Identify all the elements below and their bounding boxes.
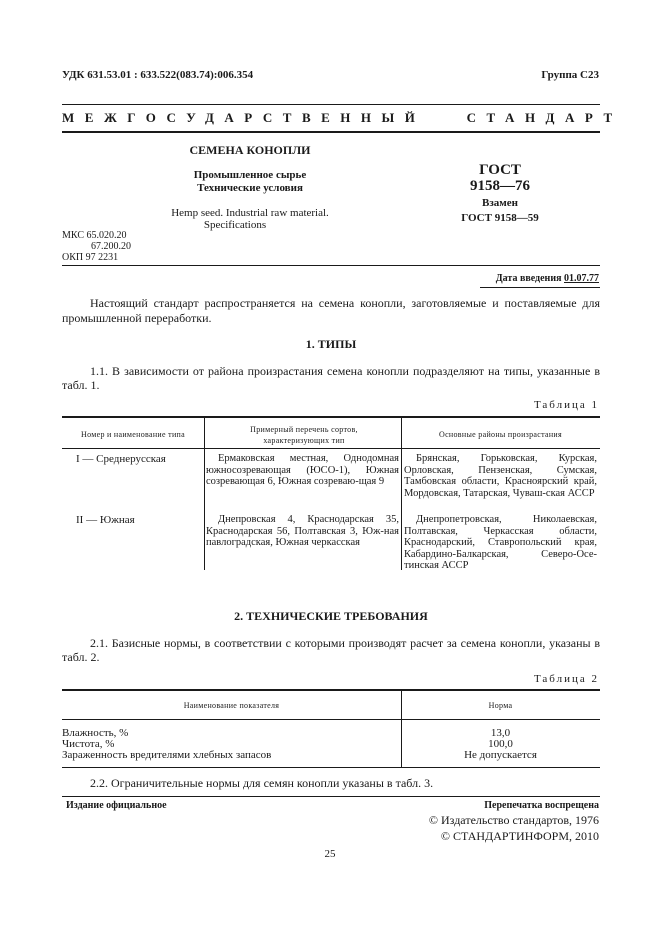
table-1-header-type: Номер и наименование типа (81, 430, 185, 439)
table-2-row-1-value: 13,0 (490, 727, 511, 739)
mks-code-2: 67.200.20 (91, 241, 131, 252)
table-1-divider-2 (401, 418, 402, 570)
english-title-1: Hemp seed. Industrial raw material. (171, 207, 329, 219)
table-1-header-rule (62, 448, 600, 449)
table-2-row-3-name: Зараженность вредителями хлебных запасов (62, 749, 272, 761)
table-2-header-name: Наименование показателя (183, 701, 280, 710)
table-2-header-rule (62, 719, 600, 720)
table-1-header-regions: Основные районы произрастания (439, 430, 562, 439)
gost-number: 9158—76 (470, 178, 530, 194)
table-2-caption: Таблица 2 (533, 673, 599, 685)
table-1-row-2-varieties: Днепровская 4, Краснодарская 35, Краснодарская 56, Полтавская 3, Юж-ная павлоградская, Южная черкасская (206, 514, 399, 548)
section-2-paragraph: 2.1. Базисные нормы, в соответствии с которыми производят расчет за семена конопли, указаны в табл. 2. (62, 636, 600, 664)
table-1-top-rule (62, 416, 600, 418)
section-2-paragraph-2: 2.2. Ограничительные нормы для семян конопли указаны в табл. 3. (90, 776, 434, 790)
banner-rule (62, 131, 600, 133)
top-rule (62, 104, 600, 105)
effective-date-value: 01.07.77 (564, 273, 599, 284)
table-2-row-2-value: 100,0 (488, 738, 513, 750)
copyright-1976: © Издательство стандартов, 1976 (428, 813, 599, 827)
group-code: Группа С23 (541, 69, 599, 81)
date-underline (480, 287, 600, 288)
page-number: 25 (324, 848, 336, 860)
table-2-header-norm: Норма (488, 701, 513, 710)
gost-label: ГОСТ (479, 162, 521, 178)
table-2-bottom-rule (62, 767, 600, 768)
udk-code: УДК 631.53.01 : 633.522(083.74):006.354 (62, 69, 254, 81)
codes-rule (62, 265, 600, 266)
okp-code: ОКП 97 2231 (62, 252, 119, 263)
section-1-paragraph: 1.1. В зависимости от района произрастания семена конопли подразделяют на типы, указанные в табл. 1. (62, 364, 600, 392)
doc-subtitle-1: Промышленное сырье (193, 169, 307, 181)
table-1-row-1-varieties: Ермаковская местная, Однодомная южносозревающая (ЮСО-1), Южная созревающая 6, Южная созреваю-щая 9 (206, 453, 399, 487)
table-2-top-rule (62, 689, 600, 691)
official-edition: Издание официальное (66, 800, 167, 811)
mks-code: МКС 65.020.20 (62, 230, 127, 241)
table-2-row-3-value: Не допускается (464, 749, 537, 761)
table-1-header-varieties: Примерный перечень сортов, характеризующих тип (250, 425, 358, 445)
table-1-caption: Таблица 1 (533, 399, 599, 411)
table-1-divider-1 (204, 418, 205, 570)
scope-paragraph: Настоящий стандарт распространяется на семена конопли, заготовляемые и поставляемые для промышленной переработки. (62, 296, 600, 325)
replaces-label: Взамен (482, 197, 518, 209)
reprint-prohibited: Перепечатка воспрещена (484, 800, 599, 811)
standard-banner: МЕЖГОСУДАРСТВЕННЫЙ СТАНДАРТ (62, 110, 623, 125)
doc-subtitle-2: Технические условия (197, 182, 303, 194)
table-1-row-1-regions: Брянская, Горьковская, Курская, Орловская, Пензенская, Сумская, Тамбовская области, Красноярский край, Мордовская, Татарская, Чуваш-ская АССР (404, 453, 597, 499)
section-2-heading: 2. ТЕХНИЧЕСКИЕ ТРЕБОВАНИЯ (234, 609, 428, 623)
table-1-row-2-type: II — Южная (76, 514, 135, 526)
replaced-standard: ГОСТ 9158—59 (461, 212, 539, 224)
table-2-row-2-name: Чистота, % (62, 738, 115, 750)
section-1-heading: 1. ТИПЫ (305, 337, 357, 351)
effective-date-label: Дата введения (495, 273, 562, 284)
table-1-row-1-type: I — Среднерусская (76, 453, 166, 465)
table-2-row-1-name: Влажность, % (62, 727, 129, 739)
table-1-row-2-regions: Днепропетровская, Николаевская, Полтавская, Черкасская области, Краснодарский, Ставропольский края, Кабардино-Балкарская, Северо-Осе-тинская АССР (404, 514, 597, 571)
english-title-2: Specifications (203, 219, 267, 231)
effective-date (496, 273, 599, 284)
copyright-2010: © СТАНДАРТИНФОРМ, 2010 (440, 829, 599, 843)
doc-title: СЕМЕНА КОНОПЛИ (189, 143, 311, 157)
footer-rule (62, 796, 600, 797)
